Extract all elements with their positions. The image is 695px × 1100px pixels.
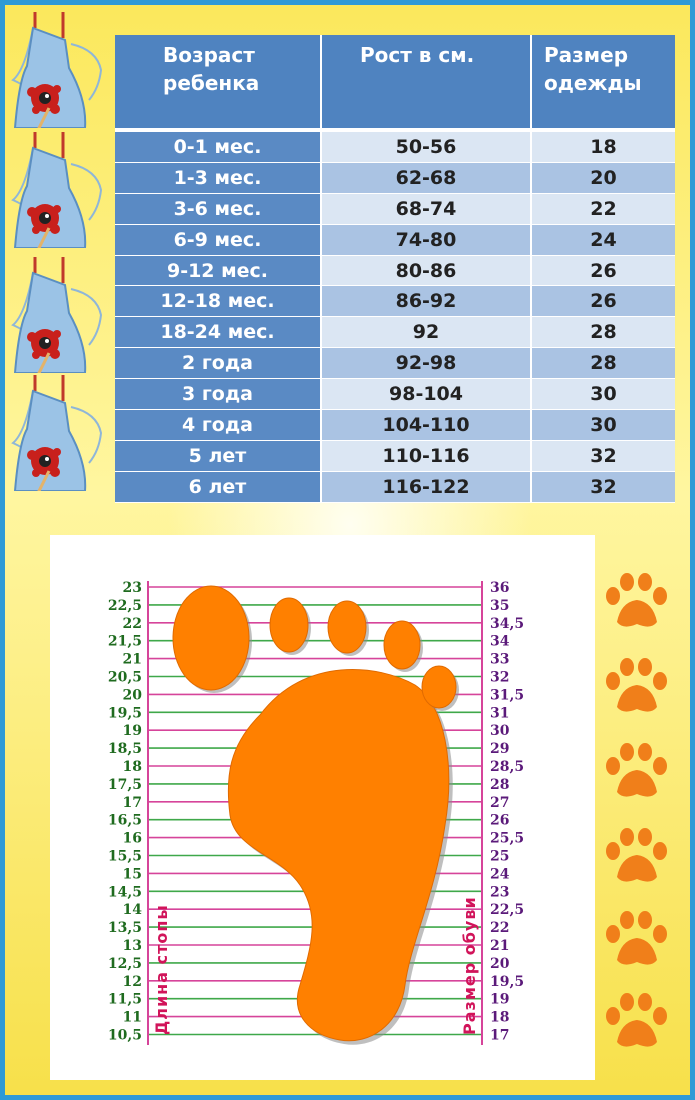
foot-chart-svg — [50, 535, 595, 1080]
table-row — [115, 472, 675, 503]
foot-length-label: 14,5 — [107, 884, 142, 901]
foot-length-label: 20 — [122, 687, 142, 704]
paw-icon — [601, 740, 673, 802]
shoe-size-label: 31,5 — [490, 687, 525, 704]
table-row — [115, 410, 675, 441]
shoe-size-label: 32 — [490, 669, 510, 686]
foot-length-label: 18,5 — [107, 741, 142, 758]
shoe-size-label: 19,5 — [490, 973, 525, 990]
shoe-size-label: 18 — [490, 1009, 510, 1026]
size-cell: 32 — [532, 441, 675, 472]
shoe-size-label: 21 — [490, 938, 510, 954]
table-row — [115, 379, 675, 410]
foot-length-label: 22,5 — [107, 597, 142, 614]
height-cell: 62-68 — [322, 163, 532, 194]
shoe-size-label: 26 — [490, 812, 510, 829]
shoe-size-label: 35 — [490, 597, 510, 614]
paw-icon — [601, 990, 673, 1052]
shoe-size-label: 25 — [490, 848, 510, 865]
height-cell: 110-116 — [322, 441, 532, 472]
height-cell: 104-110 — [322, 410, 532, 441]
size-cell: 20 — [532, 163, 675, 194]
left-axis-title: Длина стопы — [152, 904, 171, 1035]
table-row — [115, 348, 675, 379]
foot-length-label: 13 — [122, 938, 142, 954]
size-cell: 28 — [532, 348, 675, 379]
foot-length-label: 18 — [122, 759, 142, 775]
toe-icon — [173, 586, 249, 690]
paw-icon — [601, 570, 673, 632]
foot-length-label: 10,5 — [107, 1027, 142, 1044]
toe-icon — [270, 598, 308, 652]
foot-length-label: 17,5 — [107, 776, 142, 793]
apron-icon — [5, 373, 105, 491]
shoe-size-label: 28,5 — [490, 759, 525, 775]
foot-length-label: 17 — [122, 794, 142, 811]
table-row — [115, 256, 675, 287]
age-cell: 9-12 мес. — [115, 256, 322, 287]
size-table — [115, 35, 675, 503]
size-cell: 22 — [532, 194, 675, 225]
apron-icon — [5, 130, 105, 248]
age-cell: 3 года — [115, 379, 322, 410]
size-cell: 26 — [532, 256, 675, 287]
age-cell: 6-9 мес. — [115, 225, 322, 256]
foot-length-label: 12 — [122, 973, 142, 990]
foot-length-label: 19 — [122, 723, 142, 740]
size-cell: 32 — [532, 472, 675, 503]
header-size: Размер одежды — [532, 35, 675, 128]
shoe-size-label: 28 — [490, 776, 510, 793]
foot-length-label: 20,5 — [107, 669, 142, 686]
foot-length-label: 11,5 — [107, 991, 142, 1008]
foot-length-label: 19,5 — [107, 705, 142, 722]
header-height: Рост в см. — [322, 35, 532, 128]
table-row — [115, 225, 675, 256]
table-row — [115, 132, 675, 163]
foot-length-label: 23 — [122, 580, 142, 596]
age-cell: 0-1 мес. — [115, 132, 322, 163]
foot-length-label: 15 — [122, 866, 142, 883]
paw-icon — [601, 825, 673, 887]
shoe-size-label: 34,5 — [490, 615, 525, 632]
table-row — [115, 163, 675, 194]
age-cell: 2 года — [115, 348, 322, 379]
foot-length-label: 11 — [122, 1009, 142, 1026]
foot-length-label: 13,5 — [107, 920, 142, 937]
table-row — [115, 441, 675, 472]
size-cell: 28 — [532, 317, 675, 348]
age-cell: 5 лет — [115, 441, 322, 472]
paw-icon — [601, 908, 673, 970]
shoe-size-label: 31 — [490, 705, 510, 722]
age-cell: 3-6 мес. — [115, 194, 322, 225]
shoe-size-label: 24 — [490, 866, 510, 883]
shoe-size-label: 30 — [490, 723, 510, 740]
foot-length-label: 21,5 — [107, 633, 142, 650]
right-axis-title: Размер обуви — [460, 896, 479, 1035]
foot-length-label: 12,5 — [107, 955, 142, 972]
shoe-size-label: 34 — [490, 633, 510, 650]
size-table-body — [115, 128, 675, 503]
table-row — [115, 317, 675, 348]
age-cell: 12-18 мес. — [115, 286, 322, 317]
shoe-size-label: 22,5 — [490, 902, 525, 919]
age-cell: 4 года — [115, 410, 322, 441]
shoe-size-label: 20 — [490, 955, 510, 972]
paw-icon — [601, 655, 673, 717]
shoe-size-label: 27 — [490, 794, 510, 811]
height-cell: 74-80 — [322, 225, 532, 256]
foot-length-label: 22 — [122, 615, 142, 632]
height-cell: 92 — [322, 317, 532, 348]
foot-length-label: 21 — [122, 651, 142, 668]
age-cell: 6 лет — [115, 472, 322, 503]
shoe-size-label: 29 — [490, 741, 510, 758]
apron-icon — [5, 255, 105, 373]
foot-length-label: 15,5 — [107, 848, 142, 865]
age-cell: 1-3 мес. — [115, 163, 322, 194]
height-cell: 92-98 — [322, 348, 532, 379]
height-cell: 116-122 — [322, 472, 532, 503]
foot-length-label: 16,5 — [107, 812, 142, 829]
height-cell: 86-92 — [322, 286, 532, 317]
table-row — [115, 194, 675, 225]
header-age: Возраст ребенка — [115, 35, 322, 128]
size-cell: 30 — [532, 410, 675, 441]
shoe-size-label: 19 — [490, 991, 510, 1008]
foot-size-chart — [50, 535, 595, 1080]
shoe-size-label: 25,5 — [490, 830, 525, 847]
age-cell: 18-24 мес. — [115, 317, 322, 348]
size-cell: 24 — [532, 225, 675, 256]
toe-icon — [384, 621, 420, 669]
shoe-size-label: 17 — [490, 1027, 510, 1044]
foot-length-label: 16 — [122, 830, 142, 847]
toe-icon — [328, 601, 366, 653]
size-cell: 26 — [532, 286, 675, 317]
table-row — [115, 286, 675, 317]
size-cell: 30 — [532, 379, 675, 410]
shoe-size-label: 33 — [490, 651, 510, 668]
size-cell: 18 — [532, 132, 675, 163]
shoe-size-label: 22 — [490, 920, 510, 937]
height-cell: 98-104 — [322, 379, 532, 410]
foot-length-label: 14 — [122, 902, 142, 919]
shoe-size-label: 36 — [490, 580, 510, 596]
height-cell: 68-74 — [322, 194, 532, 225]
height-cell: 80-86 — [322, 256, 532, 287]
toe-icon — [422, 666, 456, 708]
apron-icon — [5, 10, 105, 128]
shoe-size-label: 23 — [490, 884, 510, 901]
height-cell: 50-56 — [322, 132, 532, 163]
